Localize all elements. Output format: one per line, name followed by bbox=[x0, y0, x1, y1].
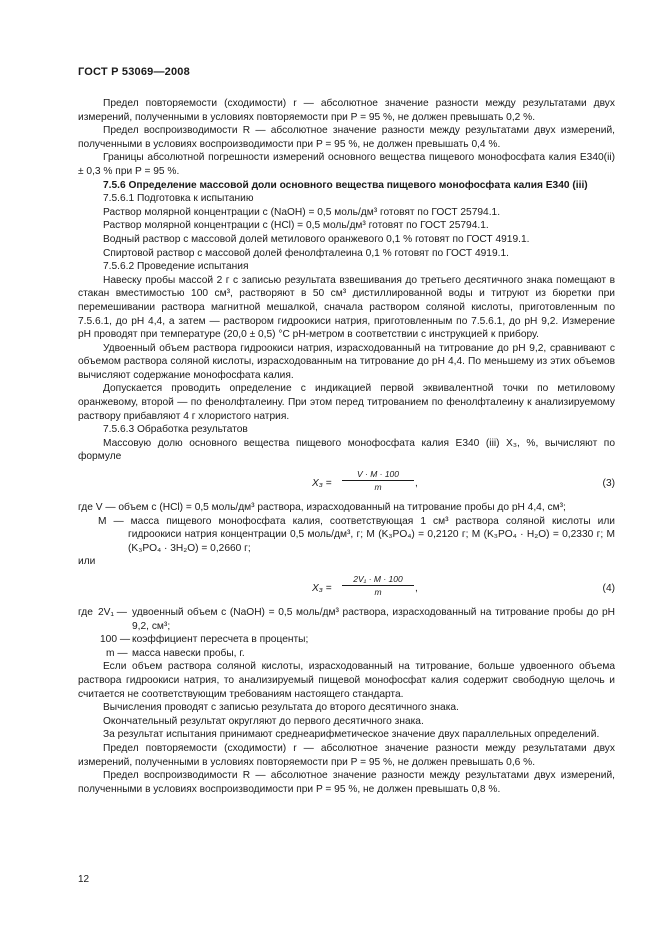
paragraph: Предел воспроизводимости R — абсолютное значение разности между результатами двух измерений, полученными в условиях воспроизводимости при P = 95 %, не должен превышать 0,4 %. bbox=[78, 125, 615, 150]
paragraph: Предел повторяемости (сходимости) r — абсолютное значение разности между результатами двух измерений, полученными в условиях повторяемости при P = 95 %, не должен превышать 0,6 %. bbox=[78, 742, 615, 768]
paragraph: Раствор молярной концентрации с (NaOH) = 0,5 моль/дм³ готовят по ГОСТ 25794.1. bbox=[103, 206, 501, 218]
paragraph: Если объем раствора соляной кислоты, израсходованный на титрование, больше удвоенного объема раствора гидроокиси натрия, то анализируемый пищевой монофосфат калия содержит свободную щелочь и считается не соответствующим требованиям настоящего стандарта. bbox=[78, 661, 615, 700]
where-lead: где bbox=[78, 607, 93, 618]
paragraph: Окончательный результат округляют до первого десятичного знака. bbox=[103, 715, 424, 727]
paragraph: Удвоенный объем раствора гидроокиси натрия, израсходованный на титрование до рН 9,2, сравнивают с объемом раствора соляной кислоты, израсходованным на титрование до рН 4,4. По меньшему из этих объемов вычисляют содержание монофосфата калия. bbox=[78, 342, 615, 381]
page-number: 12 bbox=[78, 874, 90, 885]
paragraph: Границы абсолютной погрешности измерений основного вещества пищевого монофосфата калия Е340(ii) ± 0,3 % при P = 95 %. bbox=[78, 152, 615, 177]
formula-number: (3) bbox=[602, 478, 615, 490]
legend-row bbox=[78, 606, 615, 633]
paragraph: Массовую долю основного вещества пищевого монофосфата калия Е340 (iii) X₃, %, вычисляют по формуле bbox=[78, 437, 615, 463]
or-label: или bbox=[78, 556, 96, 568]
paragraph: Навеску пробы массой 2 г с записью результата взвешивания до третьего десятичного знака помещают в стакан вместимостью 100 см³, растворяют в 50 см³ дистиллированной воды и титруют из бюретки при перемешивании раствора магнитной мешалкой, сначала раствором соляной кислоты, приготовленным по 7.5.6.1, до рН 4,4, а затем — раствором гидроокиси натрия, приготовленным по 7.5.6.1, до рН 9,2. Измерение рН проводят при температуре (20,0 ± 0,5) °С рН-метром в соответствии с инструкцией к прибору. bbox=[78, 274, 615, 341]
formula-number: (4) bbox=[602, 583, 615, 594]
formula-denominator: m bbox=[374, 482, 382, 493]
formula-4-legend bbox=[78, 606, 615, 660]
legend-item: V — объем с (HCl) = 0,5 моль/дм³ раствора, израсходованный на титрование пробы до рН 4,4, см³; bbox=[95, 502, 566, 514]
legend-symbol: 2V₁ — bbox=[98, 607, 127, 618]
legend-text: удвоенный объем с (NaOH) = 0,5 моль/дм³ раствора, израсходованный на титрование пробы до рН 9,2, см³; bbox=[132, 607, 615, 632]
subsection-title: 7.5.6.3 Обработка результатов bbox=[103, 424, 248, 436]
paragraph: Предел воспроизводимости R — абсолютное значение разности между результатами двух измерений, полученными в условиях воспроизводимости при P = 95 %, не должен превышать 0,8 %. bbox=[78, 770, 615, 795]
formula-3-legend bbox=[78, 501, 615, 569]
paragraph: Водный раствор с массовой долей метилового оранжевого 0,1 % готовят по ГОСТ 4919.1. bbox=[103, 233, 530, 245]
subsection-title: 7.5.6.1 Подготовка к испытанию bbox=[103, 193, 254, 205]
formula-lhs: X₃ = bbox=[312, 478, 332, 490]
legend-row bbox=[78, 633, 615, 647]
document-header: ГОСТ Р 53069—2008 bbox=[78, 66, 190, 78]
formula-3: X₃ = $\frac{V \cdot M \cdot 100}{m}$ , (3) bbox=[312, 469, 615, 493]
legend-symbol: m — bbox=[106, 647, 128, 659]
subsection-title: 7.5.6.2 Проведение испытания bbox=[103, 261, 249, 273]
formula-lhs: X₃ = bbox=[312, 583, 332, 594]
legend-text: масса навески пробы, г. bbox=[132, 647, 245, 659]
legend-item: M — масса пищевого монофосфата калия, соответствующая 1 см³ раствора соляной кислоты или гидроокиси натрия концентрации 0,5 моль/дм³, г; M (K₃PO₄) = 0,2120 г; M (K₃PO₄ · H₂O) = 0,2330 г; M (K₃PO₄ · 3H₂O) = 0,2660 г; bbox=[98, 515, 615, 554]
where-lead: где bbox=[78, 502, 93, 514]
section-heading: 7.5.6 Определение массовой доли основного вещества пищевого монофосфата калия Е340 (iii) bbox=[103, 179, 588, 191]
formula-fraction bbox=[342, 469, 414, 493]
formula-numerator: 2V₁ · M · 100 bbox=[342, 574, 414, 586]
formula-4: X₃ = $\frac{\text{2V₁ · M · 100}}{m}$ , (4) bbox=[312, 574, 615, 597]
paragraph: Спиртовой раствор с массовой долей фенолфталеина 0,1 % готовят по ГОСТ 4919.1. bbox=[103, 247, 509, 259]
legend-symbol: 100 — bbox=[100, 634, 131, 646]
paragraph: За результат испытания принимают среднеарифметическое значение двух параллельных определений. bbox=[103, 729, 600, 741]
legend-row bbox=[78, 647, 615, 661]
legend-text: коэффициент пересчета в проценты; bbox=[132, 634, 309, 646]
paragraph: Вычисления проводят с записью результата до второго десятичного знака. bbox=[103, 702, 459, 714]
formula-denominator: m bbox=[374, 587, 382, 597]
paragraph: Допускается проводить определение с индикацией первой эквивалентной точки по метиловому оранжевому, второй — по фенолфталеину. При этом перед титрованием по фенолфталеину к анализируемому раствору прибавляют 4 г хлористого натрия. bbox=[78, 383, 615, 422]
formula-numerator: V · M · 100 bbox=[342, 469, 414, 481]
paragraph: Предел повторяемости (сходимости) r — абсолютное значение разности между результатами двух измерений, полученными в условиях повторяемости при P = 95 %, не должен превышать 0,2 %. bbox=[78, 98, 615, 123]
paragraph: Раствор молярной концентрации с (HCl) = 0,5 моль/дм³ готовят по ГОСТ 25794.1. bbox=[103, 220, 489, 232]
document-body bbox=[78, 97, 615, 796]
formula-fraction bbox=[342, 574, 414, 598]
